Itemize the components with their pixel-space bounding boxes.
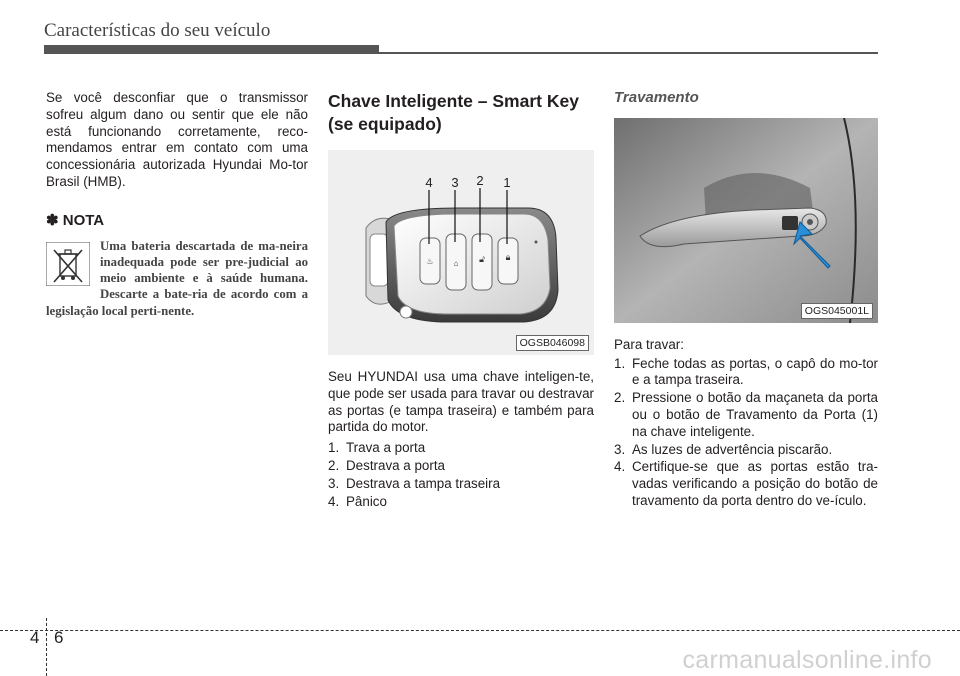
svg-text:🔓︎: 🔓︎ [479,254,485,264]
button-number-3: 3 [451,175,459,190]
door-handle-figure [614,118,878,323]
page-header-title: Características do seu veículo [44,20,271,41]
smart-key-heading: Chave Inteligente – Smart Key (se equipado) [328,91,579,134]
list-item: 3. Destrava a tampa traseira [328,475,501,491]
nota-text: Uma bateria descartada de ma-neira inadequada pode ser pre-judicial ao meio ambiente e à saúde humana. Descarte a bate-ria de acordo com a legislação local perti-nente. [46,238,308,318]
door-handle-illustration [614,118,878,323]
svg-text:♨: ♨ [426,257,434,266]
column-left [46,90,308,319]
smart-key-illustration [328,150,594,355]
figure-label: OGS045001L [801,303,873,319]
button-number-1: 1 [503,175,511,190]
nota-title: NOTA [62,211,105,229]
nota-symbol: ✽ [46,211,59,229]
list-item: 4. Pânico [328,493,387,509]
footer-dashed-divider [46,618,47,676]
crossed-bin-icon [46,242,90,286]
travamento-heading: Travamento [614,89,699,106]
lock-steps-list [614,356,878,510]
nota-heading [46,213,308,230]
nota-box [46,238,308,319]
figure-label: OGSB046098 [516,335,589,351]
list-item: 3. As luzes de advertência piscarão. [614,441,833,457]
damage-paragraph: Se você desconfiar que o transmissor sofreu algum dano ou sentir que ele não está funcionando corretamente, reco-mendamos entrar em contato com uma concessionária autorizada Hyundai Mo-tor Brasil (HMB). [46,90,308,189]
header-rule [44,52,878,54]
watermark: carmanualsonline.info [682,646,932,674]
list-item: 2. Destrava a porta [328,457,445,473]
smart-key-list [328,440,594,510]
lock-intro: Para travar: [614,336,684,352]
column-right [614,90,878,511]
svg-text:🔒︎: 🔒︎ [505,252,511,262]
list-item: 4. Certifique-se que as portas estão tra-vadas verificando a posição do botão de travamento da porta dentro do ve-ículo. [614,459,878,508]
column-middle [328,90,594,511]
button-number-4: 4 [425,175,433,190]
list-item: 1. Feche todas as portas, o capô do mo-tor e a tampa traseira. [614,355,878,388]
svg-text:⌂: ⌂ [453,259,459,268]
button-number-2: 2 [476,173,484,188]
footer-dashed-rule [0,630,960,631]
smart-key-figure [328,150,594,355]
list-item: 1. Trava a porta [328,440,426,456]
page-section-number: 4 [30,628,40,647]
smart-key-paragraph: Seu HYUNDAI usa uma chave inteligen-te, que pode ser usada para travar ou destravar as portas (e tampa traseira) e também para partida do motor. [328,369,594,435]
list-item: 2. Pressione o botão da maçaneta da porta ou o botão de Travamento da Porta (1) na chave inteligente. [614,390,878,439]
page-number: 6 [54,628,64,647]
